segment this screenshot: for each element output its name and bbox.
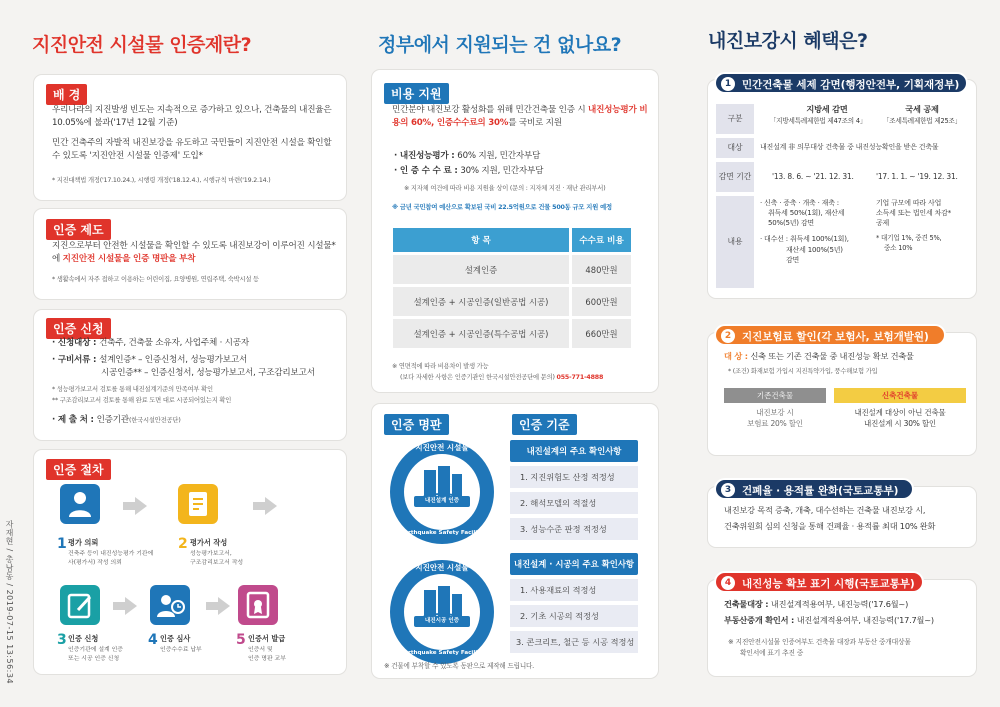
step4-desc1: 인증수수료 납부 [160, 647, 202, 653]
list-item: 1. 지진위험도 산정 적정성 [510, 466, 638, 488]
benefit3-title: 3 건폐율 · 용적률 완화(국토교통부) [714, 478, 914, 500]
tax-period-local: '13. 8. 6. ~ '21. 12. 31. [772, 172, 854, 181]
benefit1-title: 1 민간건축물 세제 감면(행정안전부, 기획재정부) [714, 72, 968, 94]
system-tag: 인증 제도 [46, 219, 111, 240]
benefit4-line1: 건축물대장 : 내진설계적용여부, 내진능력('17.6월~) [724, 599, 909, 609]
benefit2-existing-body: 내진보강 시 보험료 20% 할인 [747, 408, 803, 428]
benefit2-note: * (조건) 화재보험 가입시 지진특약가입, 풍수해보험 가입 [728, 368, 878, 375]
benefit4-note2: 확인서에 표기 추진 중 [740, 649, 804, 657]
benefit2-title: 2 지진보험료 할인(각 보험사, 보험개발원) [714, 324, 946, 346]
list-item: 1. 사용재료의 적정성 [510, 579, 638, 601]
apply-note-2: ** 구조감리보고서 검토를 통해 완료 도면 대로 시공되어있는지 확인 [52, 397, 232, 404]
step5-desc1: 인증서 및 [248, 647, 273, 653]
criteria-group2-head: 내진설계 · 시공의 주요 확인사항 [510, 553, 638, 575]
step1-desc1: 건축주 등이 내진성능평가 기관에 [68, 551, 154, 557]
seal-top-text: 지진안전 시설물 [415, 563, 469, 572]
col3-title: 내진보강시 혜택은? [708, 30, 868, 52]
background-tag: 배 경 [46, 84, 87, 105]
apply-docs-2: 시공인증** – 인증신청서, 성능평가보고서, 구조감리보고서 [101, 368, 315, 378]
seal-inner [404, 454, 480, 530]
step5-num: 5 [236, 632, 246, 648]
list-item: 2. 기초 시공의 적정성 [510, 605, 638, 627]
cost-item1: · 내진성능평가 : 60% 지원, 민간자부담 [394, 151, 541, 161]
tax-head-label: 구분 [716, 104, 754, 134]
fee-cell-item: 설계인증 [393, 255, 569, 284]
step3-desc2: 또는 시공 인증 신청 [68, 656, 120, 662]
step5-title: 인증서 발급 [248, 634, 286, 643]
benefit3-p2: 건축위원회 심의 신청을 통해 건폐율 · 용적률 최대 10% 완화 [724, 521, 936, 531]
cost-item2: · 인 증 수 수 료 : 30% 지원, 민간자부담 [394, 166, 544, 176]
step-arrow-3 [125, 597, 137, 615]
fee-table-header [393, 228, 631, 252]
fee-cell-item: 설계인증 + 시공인증(특수공법 시공) [393, 319, 569, 348]
fee-cell-cost: 480만원 [569, 255, 631, 284]
system-note: * 생활속에서 자주 접하고 이용하는 어린이집, 요양병원, 연립주택, 숙박시설 등 [52, 276, 259, 283]
table-row [393, 255, 631, 284]
tax-period-label: 감면 기간 [716, 162, 754, 192]
step3-edit-icon [60, 585, 100, 625]
seal-construction-icon [390, 560, 494, 664]
fee-header-cost: 수수료 비용 [569, 228, 631, 252]
side-print-stamp: 자재현 / 총남동 / 2019-07-15 13:56:34 [5, 520, 14, 685]
col2-title: 정부에서 지원되는 건 없나요? [378, 34, 622, 56]
table-row [393, 287, 631, 316]
tax-target-value: 내진설계 非 의무대상 건축물 중 내진성능확인을 받은 건축물 [760, 143, 939, 151]
cost-note2: ※ 금년 국민참여 예산으로 확보된 국비 22.5억원으로 건물 500동 규모 지원 예정 [392, 204, 612, 211]
benefit2-existing-head: 기존건축물 [724, 388, 826, 403]
background-p2: 민간 건축주의 자발적 내진보강을 유도하고 국민들이 지진안전 시설을 확인할 수 있도록 '지진안전 시설물 인증제' 도입* [52, 138, 332, 162]
background-note: * 지진대책법 개정('17.10.24.), 시행령 개정('18.12.4.), 시행규칙 마련('19.2.14.) [52, 177, 271, 184]
cost-tag: 비용 지원 [384, 83, 449, 104]
benefit4-line2: 부동산중개 확인서 : 내진설계적용여부, 내진능력('17.7월~) [724, 615, 934, 625]
step1-title: 평가 의뢰 [68, 538, 99, 547]
step2-desc1: 성능평가보고서, [190, 551, 232, 557]
tax-content-national: 기업 규모에 따라 사업 소득세 또는 법인세 차감* 공제 * 대기업 1%, 중견 5%, 중소 10% [876, 199, 951, 252]
step2-title: 평가서 작성 [190, 538, 228, 547]
seal-bottom-text: Earthquake Safety Facility [400, 650, 484, 656]
fee-table [393, 225, 631, 351]
seal-bottom-text: Earthquake Safety Facility [400, 530, 484, 536]
step2-desc2: 구조감리보고서 작성 [190, 560, 244, 566]
benefit4-note1: ※ 지진안전시설물 인증여부도 건축물 대장과 부동산 중개대상물 [728, 638, 911, 646]
col1-title: 지진안전 시설물 인증제란? [32, 34, 252, 56]
step1-person-icon [60, 484, 100, 524]
table-row [393, 319, 631, 348]
tax-content-local: · 신축 · 증축 · 개축 · 재축 : 취득세 50%(1회), 재산세 50%(5년) 감면 · 대수선 : 취득세 100%(1회), 재산세 100%(5년) 감면 [760, 199, 849, 264]
cost-p1: 민간분야 내진보강 활성화를 위해 민간건축물 인증 시 내진성능평가 비용의 60%, 인증수수료의 30%를 국비로 지원 [392, 105, 648, 129]
tax-period-national: '17. 1. 1. ~ '19. 12. 31. [876, 172, 958, 181]
seal-inner [404, 574, 480, 650]
seal-design-icon [390, 440, 494, 544]
step4-clock-user-icon [150, 585, 190, 625]
cost-note1: ※ 지자체 여건에 따라 비용 지원율 상이 (문의 : 지자체 지진 · 재난 관리부서) [404, 185, 606, 192]
apply-docs-1: · 구비서류 : 설계인증* – 인증신청서, 성능평가보고서 [52, 355, 248, 365]
step3-desc1: 인증기관에 설계 인증 [68, 647, 123, 653]
apply-note-1: * 성능평가보고서 검토를 통해 내진설계기준의 만족여부 확인 [52, 386, 213, 393]
criteria-group1-head: 내진설계의 주요 확인사항 [510, 440, 638, 462]
fee-cell-item: 설계인증 + 시공인증(일반공법 시공) [393, 287, 569, 316]
procedure-tag: 인증 절차 [46, 459, 111, 480]
tax-national-title: 국세 공제 [905, 104, 939, 114]
step2-num: 2 [178, 536, 188, 552]
fee-cell-cost: 600만원 [569, 287, 631, 316]
plate-note: ※ 건물에 부착할 수 있도록 동판으로 제작해 드립니다. [384, 662, 535, 670]
cost-note3: ※ 연면적에 따라 비용차이 발생 가능 [392, 363, 489, 370]
cost-note4: (보다 자세한 사항은 인증기관인 한국시설안전공단에 문의) 055-771-4888 [400, 374, 604, 381]
list-item: 2. 해석모델의 적절성 [510, 492, 638, 514]
plate-tag: 인증 명판 [384, 414, 449, 435]
apply-target: · 신청대상 : 건축주, 건축물 소유자, 사업주체 · 시공자 [52, 338, 249, 348]
step-arrow-4 [218, 597, 230, 615]
benefit2-target: 대 상 : 신축 또는 기존 건축물 중 내진성능 확보 건축물 [724, 351, 914, 361]
tax-local-sub: 「지방세특례제한법 제47조의 4」 [769, 117, 867, 125]
step-arrow-1 [135, 497, 147, 515]
building-icon [404, 454, 480, 530]
tax-content-label: 내용 [716, 196, 754, 288]
fee-cell-cost: 660만원 [569, 319, 631, 348]
list-item: 3. 콘크리트, 철근 등 시공 적정성 [510, 631, 638, 653]
step1-desc2: 사(평가서) 작성 의뢰 [68, 560, 122, 566]
step-arrow-2 [265, 497, 277, 515]
benefit3-p1: 내진보강 목적 증축, 개축, 대수선하는 건축물 내진보강 시, [724, 505, 926, 515]
building-icon [404, 574, 480, 650]
apply-submit: · 제 출 처 : 인증기관(한국시설안전공단) [52, 415, 181, 425]
step3-num: 3 [57, 632, 67, 648]
step1-num: 1 [57, 536, 67, 552]
seal-design-label: 내진설계 인증 [414, 496, 470, 507]
list-item: 3. 성능수준 판정 적정성 [510, 518, 638, 540]
step5-certificate-icon [238, 585, 278, 625]
seal-construction-label: 내진시공 인증 [414, 616, 470, 627]
apply-tag: 인증 신청 [46, 318, 111, 339]
seal-top-text: 지진안전 시설물 [415, 443, 469, 452]
tax-national-sub: 「조세특례제한법 제25조」 [882, 117, 962, 125]
tax-target-label: 대상 [716, 138, 754, 158]
step4-num: 4 [148, 632, 158, 648]
benefit2-new-head: 신축건축물 [834, 388, 966, 403]
step3-title: 인증 신청 [68, 634, 99, 643]
system-p1: 지진으로부터 안전한 시설물을 확인할 수 있도록 내진보강이 이루어진 시설물*에 지진안전 시설물을 인증 명판을 부착 [52, 241, 336, 265]
fee-header-item: 항 목 [393, 228, 569, 252]
step2-document-icon [178, 484, 218, 524]
step5-desc2: 인증 명판 교부 [248, 656, 286, 662]
tax-local-title: 지방세 감면 [806, 104, 848, 114]
step4-title: 인증 심사 [160, 634, 191, 643]
benefit2-new-body: 내진설계 대상이 아닌 건축물 내진설계 시 30% 할인 [854, 408, 946, 428]
criteria-tag: 인증 기준 [512, 414, 577, 435]
background-p1: 우리나라의 지진발생 빈도는 지속적으로 증가하고 있으나, 건축물의 내진율은 10.05%에 불과('17년 12월 기준) [52, 105, 332, 129]
benefit4-title: 4 내진성능 확보 표기 시행(국토교통부) [714, 571, 924, 593]
